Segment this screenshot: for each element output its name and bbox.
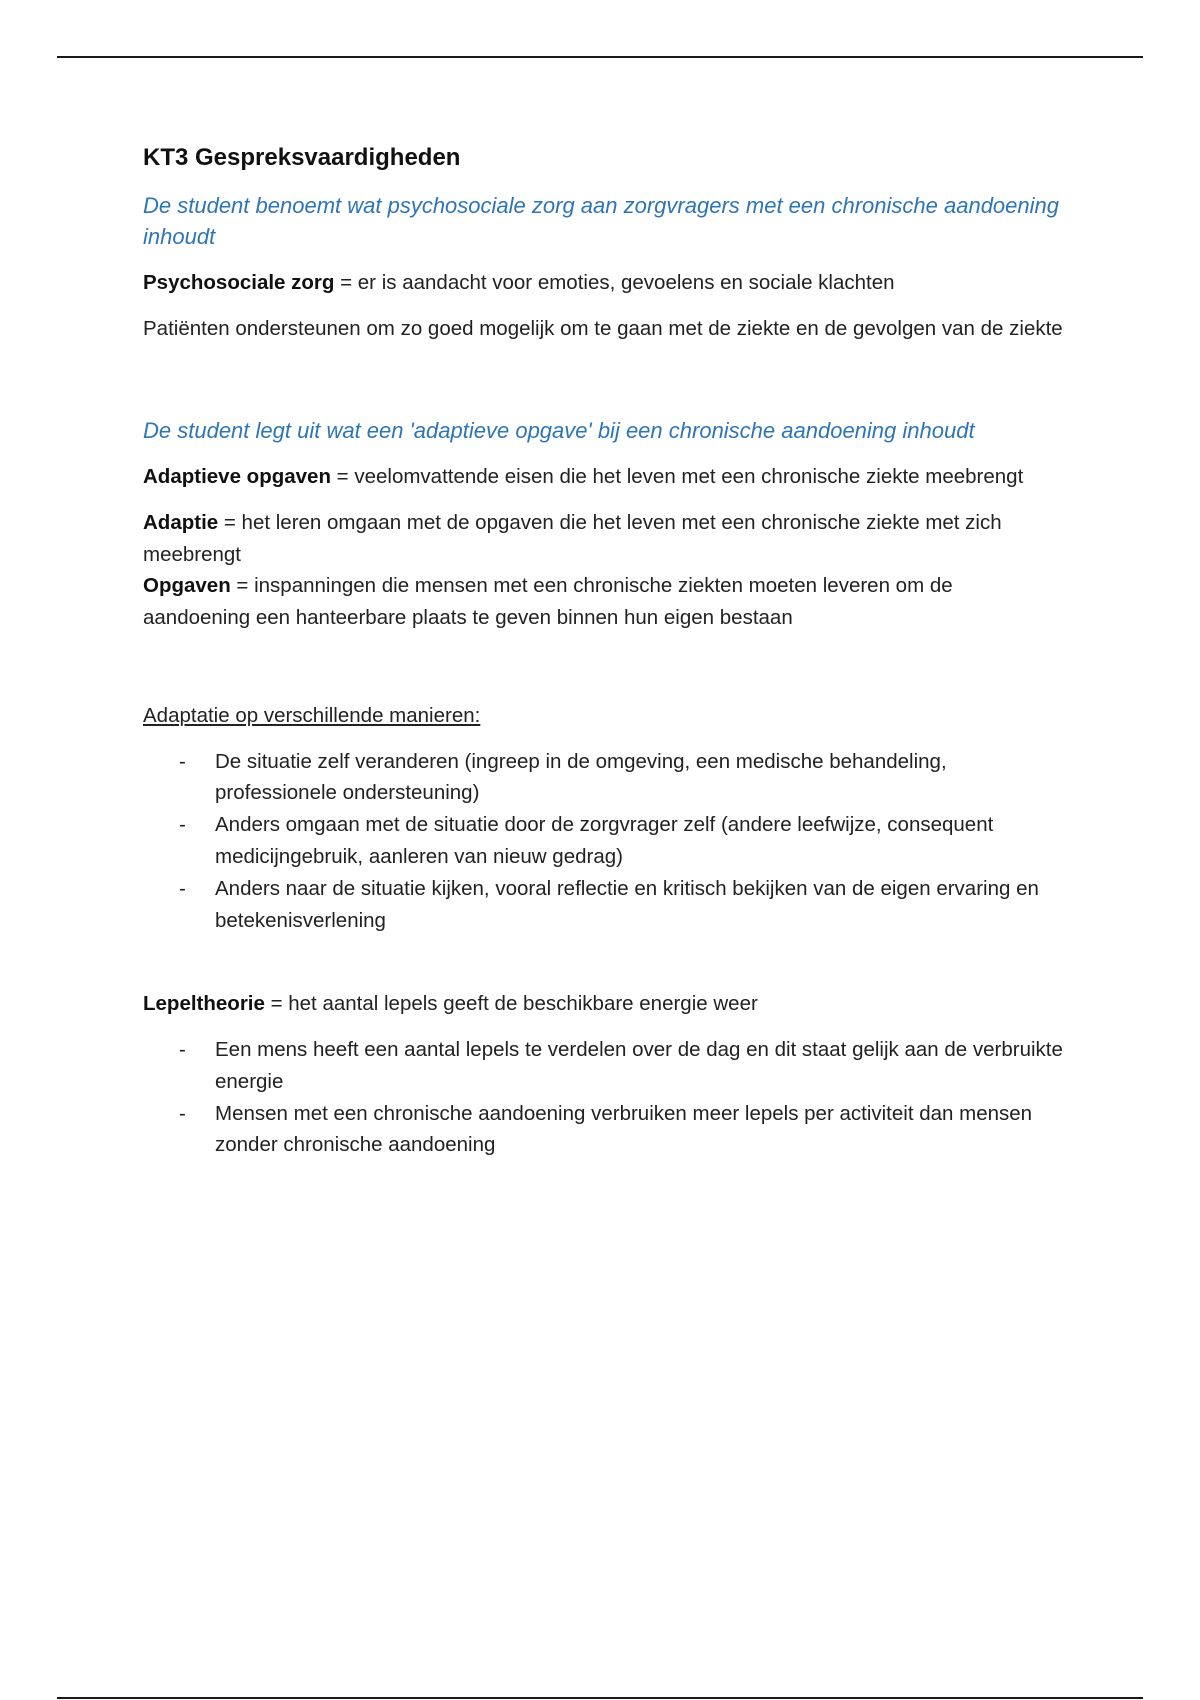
paragraph-patienten: Patiënten ondersteunen om zo goed mogelijk om te gaan met de ziekte en de gevolgen van de ziekte [143, 316, 1063, 340]
definition-term: Adaptieve opgaven [143, 465, 331, 489]
definition-term: Lepeltheorie [143, 992, 265, 1016]
list-item [179, 1034, 1063, 1098]
list-item [179, 809, 1063, 873]
list-item-text: Anders naar de situatie kijken, vooral reflectie en kritisch bekijken van de eigen ervaring en betekenisverlening [215, 876, 1039, 932]
learning-goal-2: De student legt uit wat een 'adaptieve opgave' bij een chronische aandoening inhoudt [143, 418, 975, 444]
spacer [143, 648, 1063, 700]
spacer [143, 358, 1063, 416]
definition-lepeltheorie [143, 988, 1063, 1020]
header-rule [57, 56, 1143, 58]
dash-marker: - [179, 749, 186, 773]
document-body [143, 142, 1063, 1161]
definition-text: = inspanningen die mensen met een chronische ziekten moeten leveren om de aandoening een hanteerbare plaats te geven binnen hun eigen bestaan [143, 574, 953, 630]
spacer [143, 936, 1063, 988]
dash-marker: - [179, 1101, 186, 1125]
dash-marker: - [179, 813, 186, 837]
adaptatie-list [143, 746, 1063, 937]
learning-goal-1: De student benoemt wat psychosociale zorg aan zorgvragers met een chronische aandoening inhoudt [143, 193, 1059, 249]
definition-text: = veelomvattende eisen die het leven met een chronische ziekte meebrengt [330, 465, 1024, 489]
dash-marker: - [179, 1038, 186, 1062]
definition-psychosociale-zorg [143, 267, 1063, 299]
definition-text: = het aantal lepels geeft de beschikbare energie weer [264, 992, 758, 1016]
list-item-text: Anders omgaan met de situatie door de zorgvrager zelf (andere leefwijze, consequent medicijngebruik, aanleren van nieuw gedrag) [215, 813, 994, 868]
definition-text: = het leren omgaan met de opgaven die het leven met een chronische ziekte met zich meebrengt [143, 510, 1002, 566]
definition-term: Adaptie [143, 510, 219, 534]
list-heading-adaptatie: Adaptatie op verschillende manieren: [143, 703, 481, 727]
dash-marker: - [179, 876, 186, 900]
definition-term: Psychosociale zorg [143, 270, 335, 294]
list-item-text: Mensen met een chronische aandoening verbruiken meer lepels per activiteit dan mensen zonder chronische aandoening [215, 1101, 1033, 1157]
footer-rule [57, 1697, 1143, 1699]
definition-adaptie [143, 507, 1063, 571]
definition-text: = er is aandacht voor emoties, gevoelens en sociale klachten [334, 270, 895, 294]
definition-adaptieve-opgaven [143, 461, 1063, 493]
definition-term: Opgaven [143, 574, 231, 598]
definition-opgaven [143, 570, 1063, 634]
document-title: KT3 Gespreksvaardigheden [143, 144, 461, 171]
list-item [179, 746, 1063, 810]
lepeltheorie-list [143, 1034, 1063, 1161]
list-item [179, 1098, 1063, 1162]
list-item-text: De situatie zelf veranderen (ingreep in de omgeving, een medische behandeling, professionele ondersteuning) [215, 749, 947, 805]
list-item-text: Een mens heeft een aantal lepels te verdelen over de dag en dit staat gelijk aan de verbruikte energie [215, 1038, 1063, 1093]
list-item [179, 873, 1063, 937]
